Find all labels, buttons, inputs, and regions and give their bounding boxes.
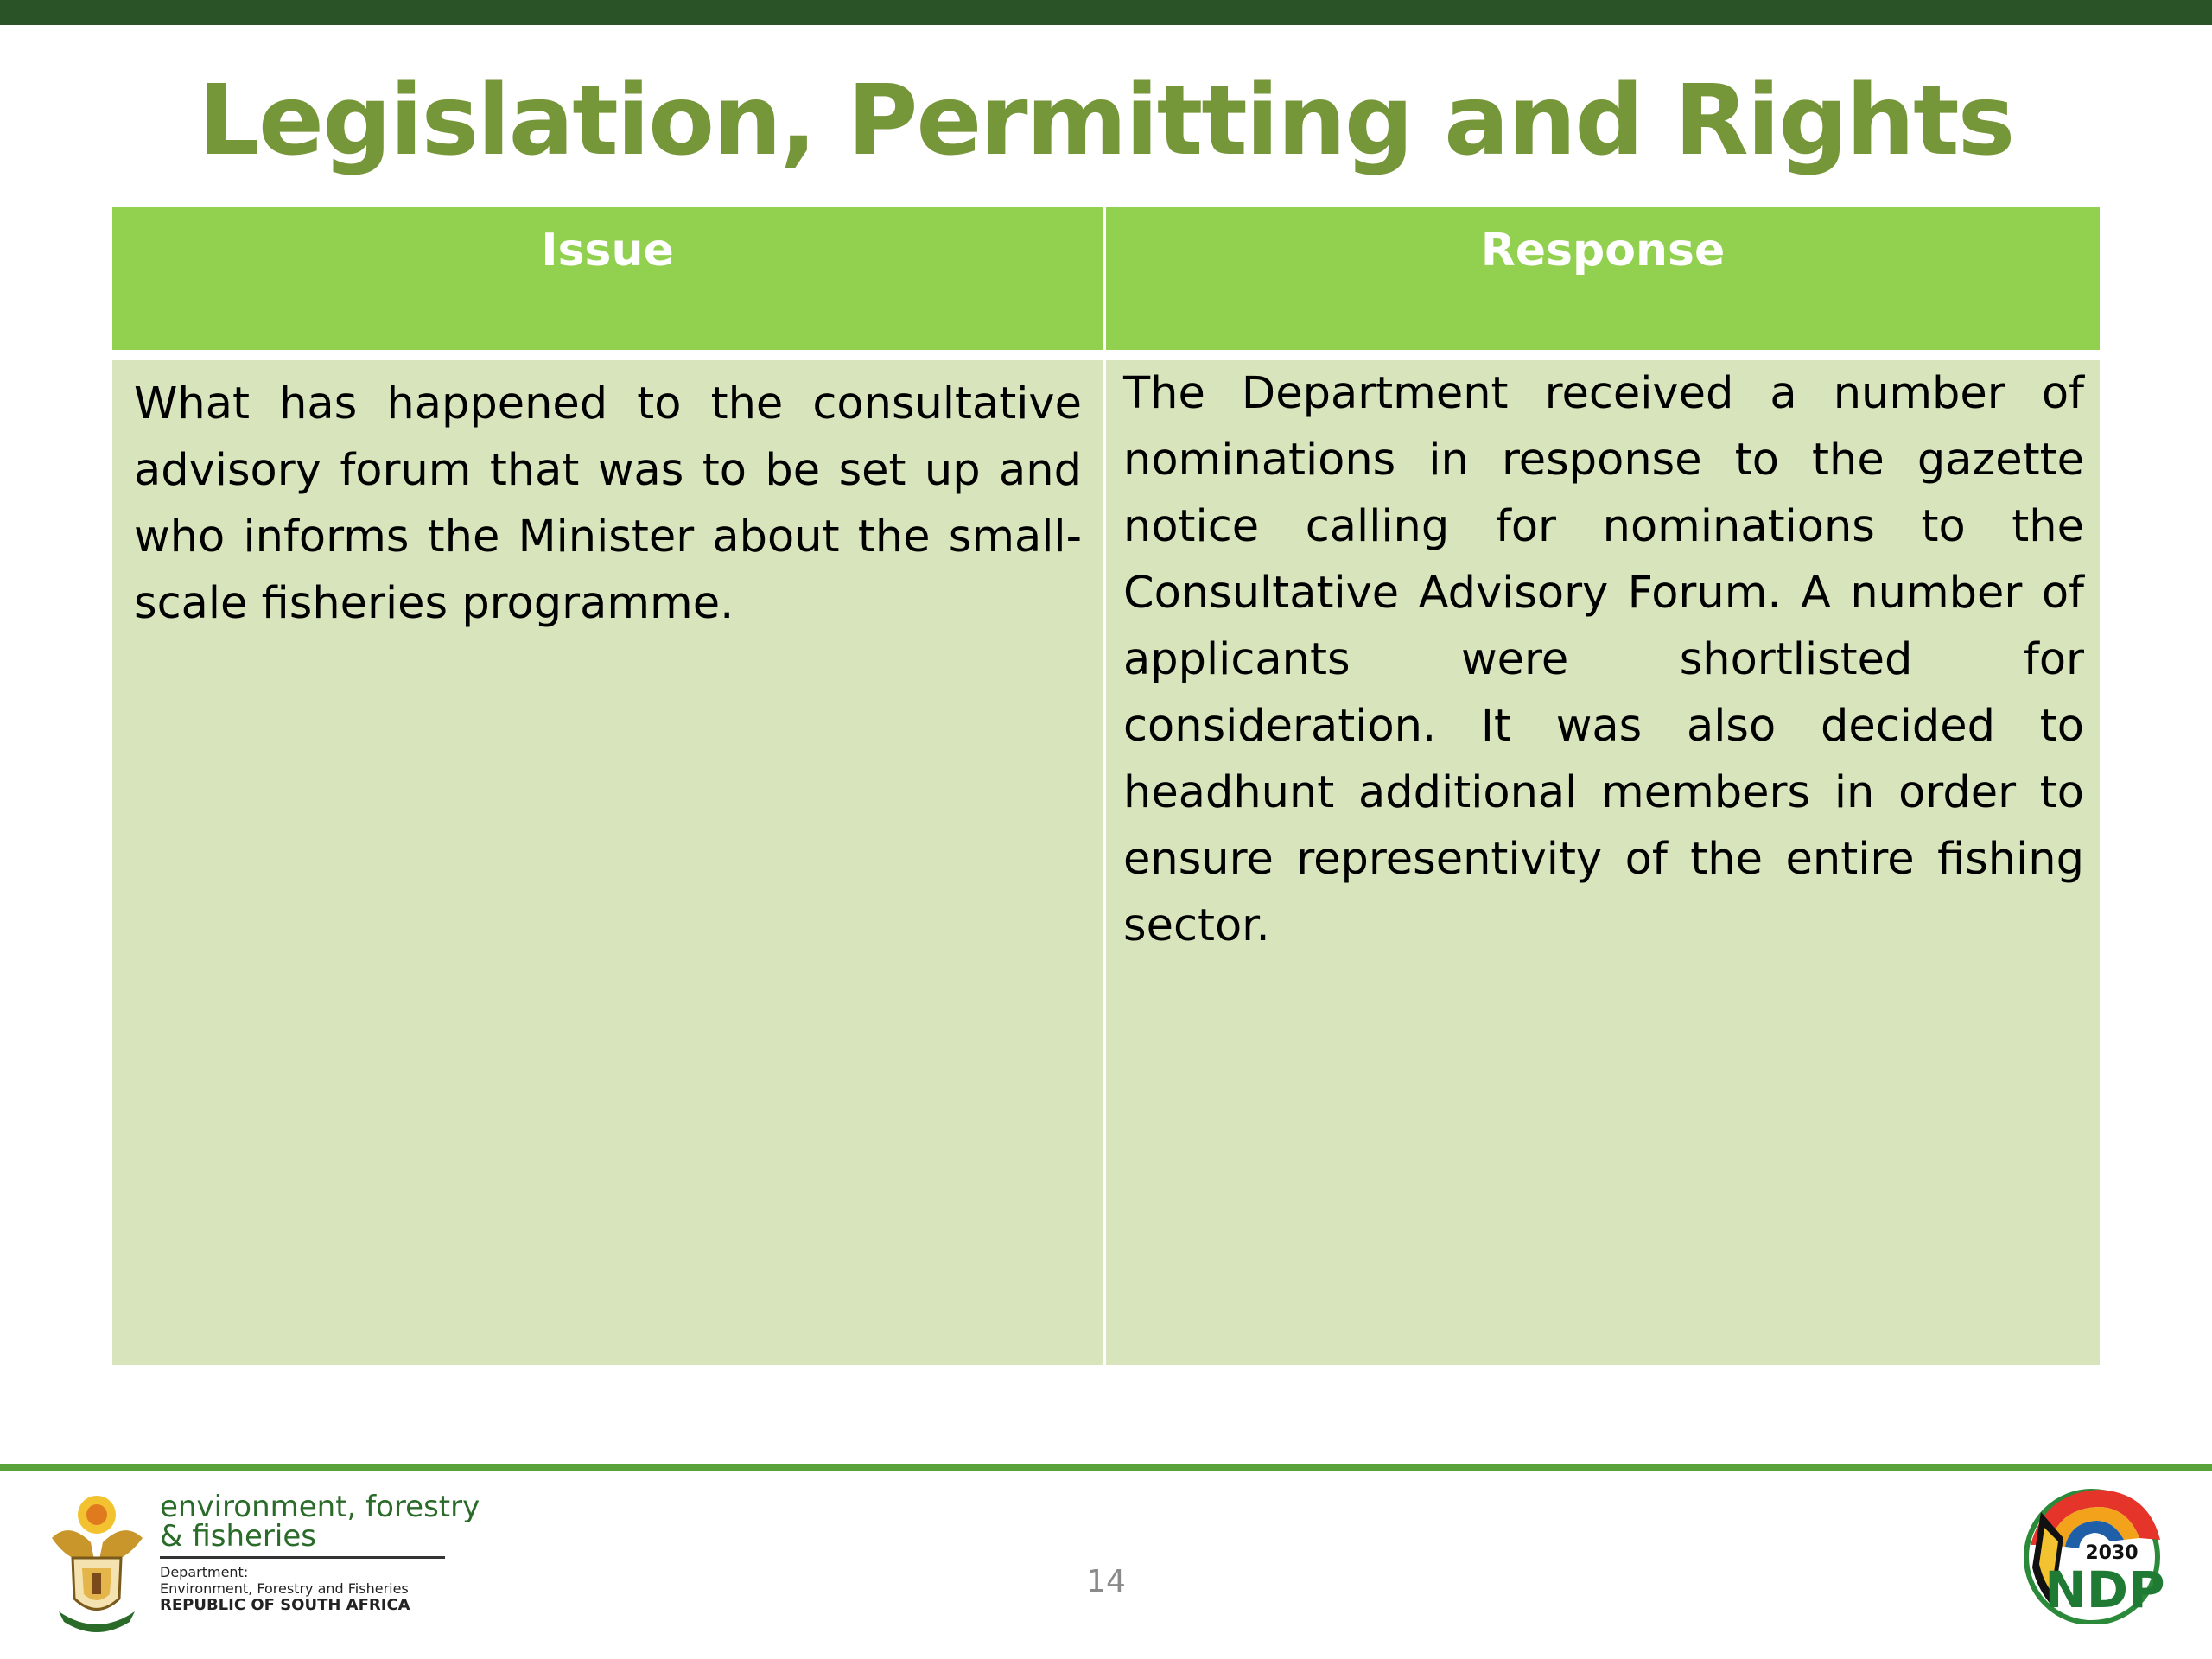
coat-of-arms-icon: [43, 1491, 151, 1633]
logo-line2: & fisheries: [160, 1519, 316, 1554]
cell-response: The Department received a number of nominations in response to the gazette notice calling for nominations to the Consultative Advisory Forum. A number of applicants were shortlisted for consideration. It was also decided to headhunt additional members in order to ensure representivity of the entire fishing sector.: [1106, 360, 2100, 1365]
footer-divider: [0, 1464, 2212, 1471]
logo-line1: environment, forestry: [160, 1490, 480, 1524]
ndp-name: NDP: [2044, 1560, 2165, 1619]
header-response: Response: [1106, 207, 2100, 350]
page-number: 14: [1086, 1564, 1126, 1599]
top-bar: [0, 0, 2212, 25]
logo-dept-label: Department:: [160, 1564, 249, 1580]
logo-dept-name: Environment, Forestry and Fisheries: [160, 1580, 409, 1597]
ndp-2030-logo: [2018, 1478, 2165, 1624]
ndp-year: 2030: [2085, 1542, 2139, 1564]
department-logo: [43, 1490, 480, 1637]
header-issue: Issue: [112, 207, 1103, 350]
issue-response-table: [112, 207, 2100, 1365]
column-divider: [1103, 207, 1106, 1365]
logo-text: [160, 1492, 480, 1614]
logo-country: REPUBLIC OF SOUTH AFRICA: [160, 1596, 410, 1614]
slide-title: Legislation, Permitting and Rights: [198, 65, 2014, 177]
cell-issue: What has happened to the consultative advisory forum that was to be set up and who informs the Minister about the small-scale fisheries programme.: [112, 360, 1103, 1365]
logo-rule: [160, 1556, 445, 1559]
